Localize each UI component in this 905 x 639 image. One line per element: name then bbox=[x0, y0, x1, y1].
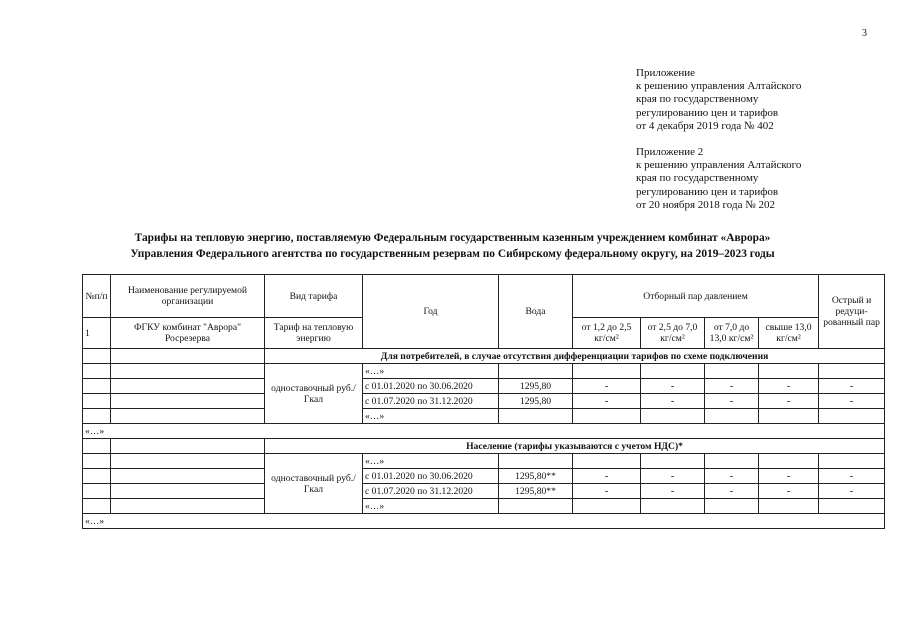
title-line-2: Управления Федерального агентства по государственным резервам по Сибирскому федеральному округу, на 2019–2023 годы bbox=[130, 248, 775, 260]
table-row bbox=[83, 379, 885, 394]
water-value: 1295,80** bbox=[499, 484, 573, 499]
period-cell: с 01.07.2020 по 31.12.2020 bbox=[363, 394, 499, 409]
table-row bbox=[83, 364, 885, 379]
steam-value: - bbox=[759, 379, 819, 394]
steam-value: - bbox=[573, 484, 641, 499]
header-org: Наименование регулируемой организации bbox=[111, 275, 265, 318]
section2-title: Население (тарифы указываются с учетом НДС)* bbox=[265, 439, 885, 454]
appendix-line: Приложение bbox=[636, 67, 696, 79]
section2-ellipsis-bottom: «…» bbox=[363, 499, 499, 514]
steam-value: - bbox=[641, 469, 705, 484]
period-cell: с 01.07.2020 по 31.12.2020 bbox=[363, 484, 499, 499]
org-num: 1 bbox=[83, 318, 111, 349]
appendix-line: регулированию цен и тарифов bbox=[636, 185, 779, 198]
appendix-line: Приложение 2 bbox=[636, 146, 704, 158]
appendix-line: регулированию цен и тарифов bbox=[636, 106, 779, 119]
header-steam-sub-3: от 7,0 до 13,0 кг/см² bbox=[705, 318, 759, 349]
steam-value: - bbox=[705, 469, 759, 484]
appendix-line: от 4 декабря 2019 года № 402 bbox=[636, 119, 774, 132]
sharp-value: - bbox=[819, 394, 885, 409]
steam-value: - bbox=[641, 379, 705, 394]
org-name: ФГКУ комбинат "Аврора" Росрезерва bbox=[111, 318, 265, 349]
appendix-line: к решению управления Алтайского bbox=[636, 80, 802, 93]
section-title-row bbox=[83, 439, 885, 454]
header-steam-sub-4: свыше 13,0 кг/см² bbox=[759, 318, 819, 349]
section2-tariff-label: одноставочный руб./Гкал bbox=[265, 454, 363, 514]
steam-value: - bbox=[759, 469, 819, 484]
table-row bbox=[83, 469, 885, 484]
appendix-block-1 bbox=[636, 67, 801, 133]
appendix-block-2 bbox=[636, 146, 801, 212]
header-water: Вода bbox=[499, 275, 573, 349]
water-value: 1295,80 bbox=[499, 379, 573, 394]
section2-ellipsis-top: «…» bbox=[363, 454, 499, 469]
table-row bbox=[83, 409, 885, 424]
steam-value: - bbox=[759, 484, 819, 499]
mid-ellipsis: «…» bbox=[83, 424, 885, 439]
steam-value: - bbox=[641, 484, 705, 499]
sharp-value: - bbox=[819, 469, 885, 484]
header-num: №п/п bbox=[83, 275, 111, 318]
water-value: 1295,80** bbox=[499, 469, 573, 484]
appendix-line: края по государственному bbox=[636, 172, 759, 185]
header-steam-sub-1: от 1,2 до 2,5 кг/см² bbox=[573, 318, 641, 349]
header-row bbox=[83, 275, 885, 318]
period-cell: с 01.01.2020 по 30.06.2020 bbox=[363, 379, 499, 394]
steam-value: - bbox=[641, 394, 705, 409]
table-row bbox=[83, 484, 885, 499]
steam-value: - bbox=[573, 394, 641, 409]
tariff-table bbox=[82, 274, 885, 529]
section1-ellipsis-bottom: «…» bbox=[363, 409, 499, 424]
appendix-line: края по государственному bbox=[636, 93, 759, 106]
section1-ellipsis-top: «…» bbox=[363, 364, 499, 379]
header-year: Год bbox=[363, 275, 499, 349]
steam-value: - bbox=[573, 469, 641, 484]
steam-value: - bbox=[705, 484, 759, 499]
steam-value: - bbox=[759, 394, 819, 409]
water-value: 1295,80 bbox=[499, 394, 573, 409]
sharp-value: - bbox=[819, 379, 885, 394]
section1-tariff-label: одноставочный руб./Гкал bbox=[265, 364, 363, 424]
document-title bbox=[0, 230, 905, 262]
sharp-value: - bbox=[819, 484, 885, 499]
header-sharp-steam: Острый и редуци-рованный пар bbox=[819, 275, 885, 349]
section-title-row bbox=[83, 349, 885, 364]
appendix-line: к решению управления Алтайского bbox=[636, 159, 802, 172]
header-steam-sub-2: от 2,5 до 7,0 кг/см² bbox=[641, 318, 705, 349]
period-cell: с 01.01.2020 по 30.06.2020 bbox=[363, 469, 499, 484]
table-row bbox=[83, 394, 885, 409]
appendix-line: от 20 ноября 2018 года № 202 bbox=[636, 198, 775, 211]
table-row bbox=[83, 499, 885, 514]
table-row bbox=[83, 424, 885, 439]
steam-value: - bbox=[705, 379, 759, 394]
org-tariff-type: Тариф на тепловую энергию bbox=[265, 318, 363, 349]
header-steam: Отборный пар давлением bbox=[573, 275, 819, 318]
end-ellipsis: «…» bbox=[83, 514, 885, 529]
table-row bbox=[83, 514, 885, 529]
title-line-1: Тарифы на тепловую энергию, поставляемую Федеральным государственным казенным учреждением комбинат «Аврора» bbox=[134, 232, 771, 244]
table-row bbox=[83, 454, 885, 469]
steam-value: - bbox=[573, 379, 641, 394]
section1-title: Для потребителей, в случае отсутствия дифференциации тарифов по схеме подключения bbox=[265, 349, 885, 364]
steam-value: - bbox=[705, 394, 759, 409]
page-number: 3 bbox=[862, 28, 867, 39]
header-tariff-type: Вид тарифа bbox=[265, 275, 363, 318]
